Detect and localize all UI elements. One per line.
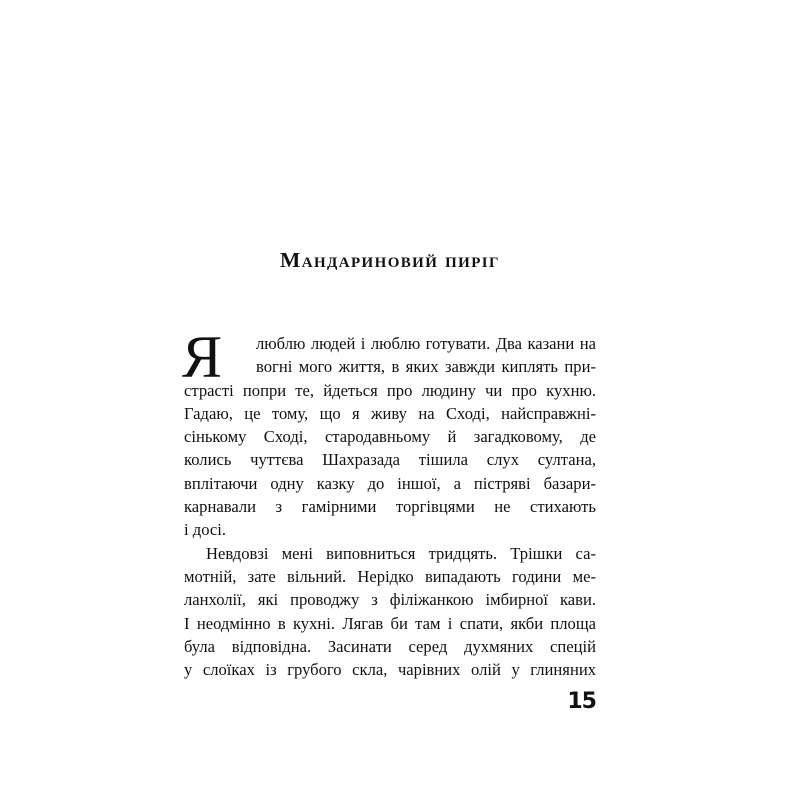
text-line: вогні мого життя, в яких завжди киплять при- (256, 357, 596, 377)
paragraph (184, 542, 596, 682)
text-line: колись чуттєва Шахразада тішила слух султана, (184, 450, 596, 470)
text-line: вплітаючи одну казку до іншої, а пістряві базари- (184, 473, 596, 493)
text-line: сінькому Сході, стародавньому й загадковому, де (184, 427, 596, 447)
text-line: карнавали з гамірними торгівцями не стихають (184, 497, 596, 517)
chapter-title: Мандариновий пиріг (280, 248, 500, 272)
text-line: страсті попри те, йдеться про людину чи про кухню. (184, 380, 596, 400)
drop-cap: Я (182, 324, 223, 390)
text-line: мотній, зате вільний. Нерідко випадають години ме- (184, 566, 596, 586)
text-line: люблю людей і люблю готувати. Два казани на (256, 334, 596, 353)
text-line: ланхолії, які проводжу з філіжанкою імбирної кави. (184, 590, 596, 610)
text-line: Гадаю, це тому, що я живу на Сході, найсправжні- (184, 403, 596, 423)
text-line: і досі. (184, 520, 227, 540)
text-line: у слоїках із грубого скла, чарівних олій у глиняних (184, 660, 596, 680)
paragraph (182, 324, 596, 542)
text-line: була відповідна. Засинати серед духмяних спецій (184, 636, 596, 656)
text-line: І неодмінно в кухні. Лягав би там і спати, якби площа (184, 613, 596, 633)
page-number: 15 (567, 689, 596, 714)
body-text (182, 324, 596, 681)
text-line: Невдовзі мені виповниться тридцять. Трішки са- (206, 543, 596, 563)
